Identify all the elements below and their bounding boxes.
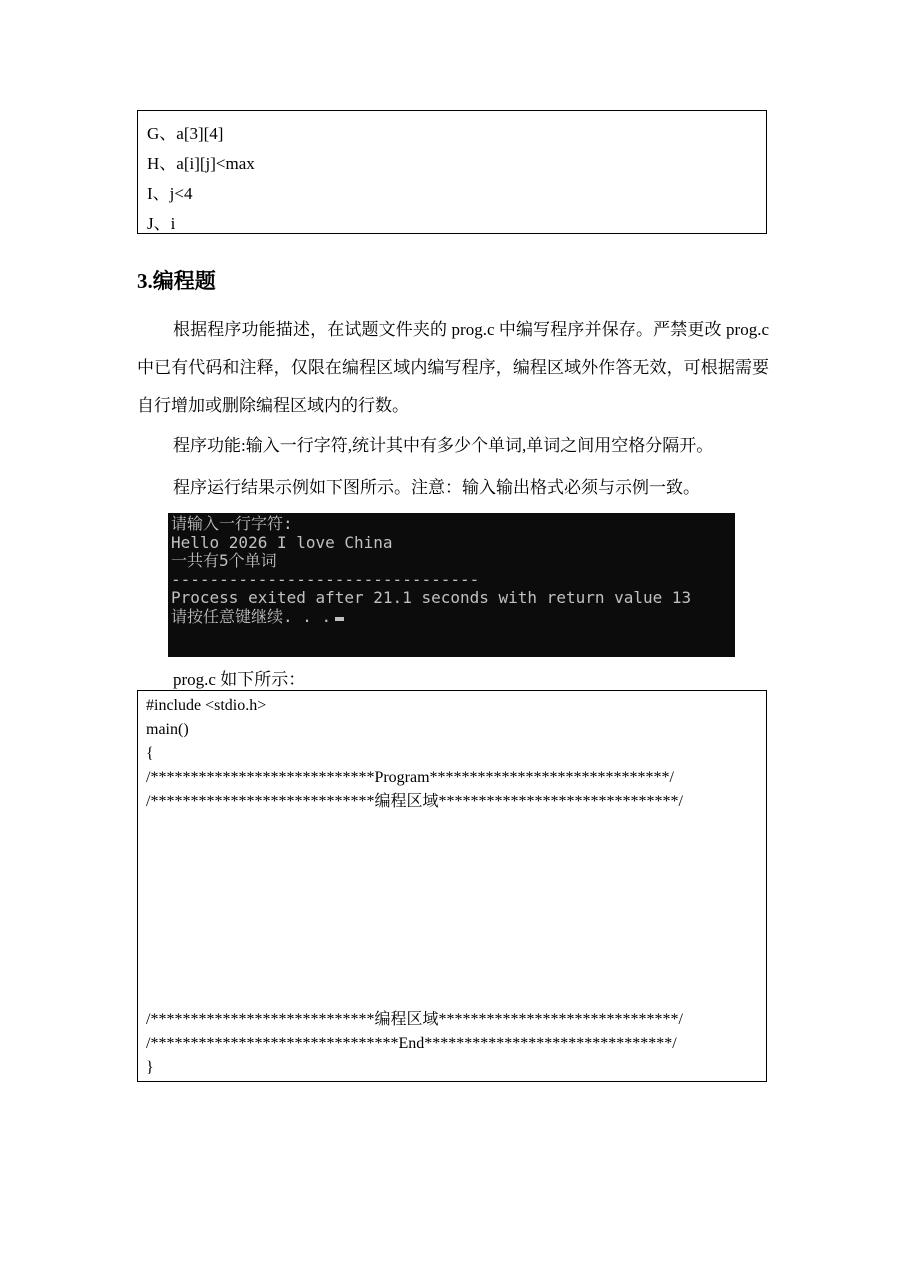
code-line: #include <stdio.h> — [146, 697, 267, 714]
option-h: H、a[i][j]<max — [147, 154, 255, 173]
code-line: { — [146, 745, 154, 762]
programming-area — [146, 814, 766, 1008]
code-line: /****************************编程区域******************************/ — [146, 1011, 683, 1028]
option-j: J、i — [147, 214, 176, 233]
console-line: 一共有5个单词 — [171, 551, 277, 570]
code-line: } — [146, 1059, 154, 1076]
option-g: G、a[3][4] — [147, 124, 224, 143]
console-line: Hello 2026 I love China — [171, 532, 393, 552]
console-separator: -------------------------------- — [171, 569, 480, 589]
code-line: /****************************Program******************************/ — [146, 769, 674, 786]
code-box — [137, 690, 767, 1082]
section-heading: 3.编程题 — [137, 269, 216, 293]
example-description: 程序运行结果示例如下图所示。注意：输入输出格式必须与示例一致。 — [173, 478, 700, 497]
console-line: 请输入一行字符: — [171, 514, 293, 533]
option-i: I、j<4 — [147, 184, 193, 203]
console-line: Process exited after 21.1 seconds with return value 13 — [171, 588, 692, 607]
instructions-paragraph: 根据程序功能描述，在试题文件夹的 prog.c 中编写程序并保存。严禁更改 prog.c 中已有代码和注释，仅限在编程区域内编写程序，编程区域外作答无效，可根据需要自行增加或删除编程区域内的行数。 — [137, 320, 769, 415]
console-prompt-text: 请按任意键继续. . . — [171, 606, 332, 626]
code-line: /****************************编程区域******************************/ — [146, 793, 683, 810]
console-cursor — [335, 617, 344, 621]
prog-caption: prog.c 如下所示： — [173, 670, 306, 689]
console-screenshot — [168, 513, 735, 657]
code-line: /*******************************End*******************************/ — [146, 1035, 677, 1052]
console-line-with-cursor — [171, 608, 735, 627]
options-box — [137, 110, 767, 234]
code-line: main() — [146, 721, 189, 738]
function-description: 程序功能:输入一行字符,统计其中有多少个单词,单词之间用空格分隔开。 — [173, 436, 714, 455]
